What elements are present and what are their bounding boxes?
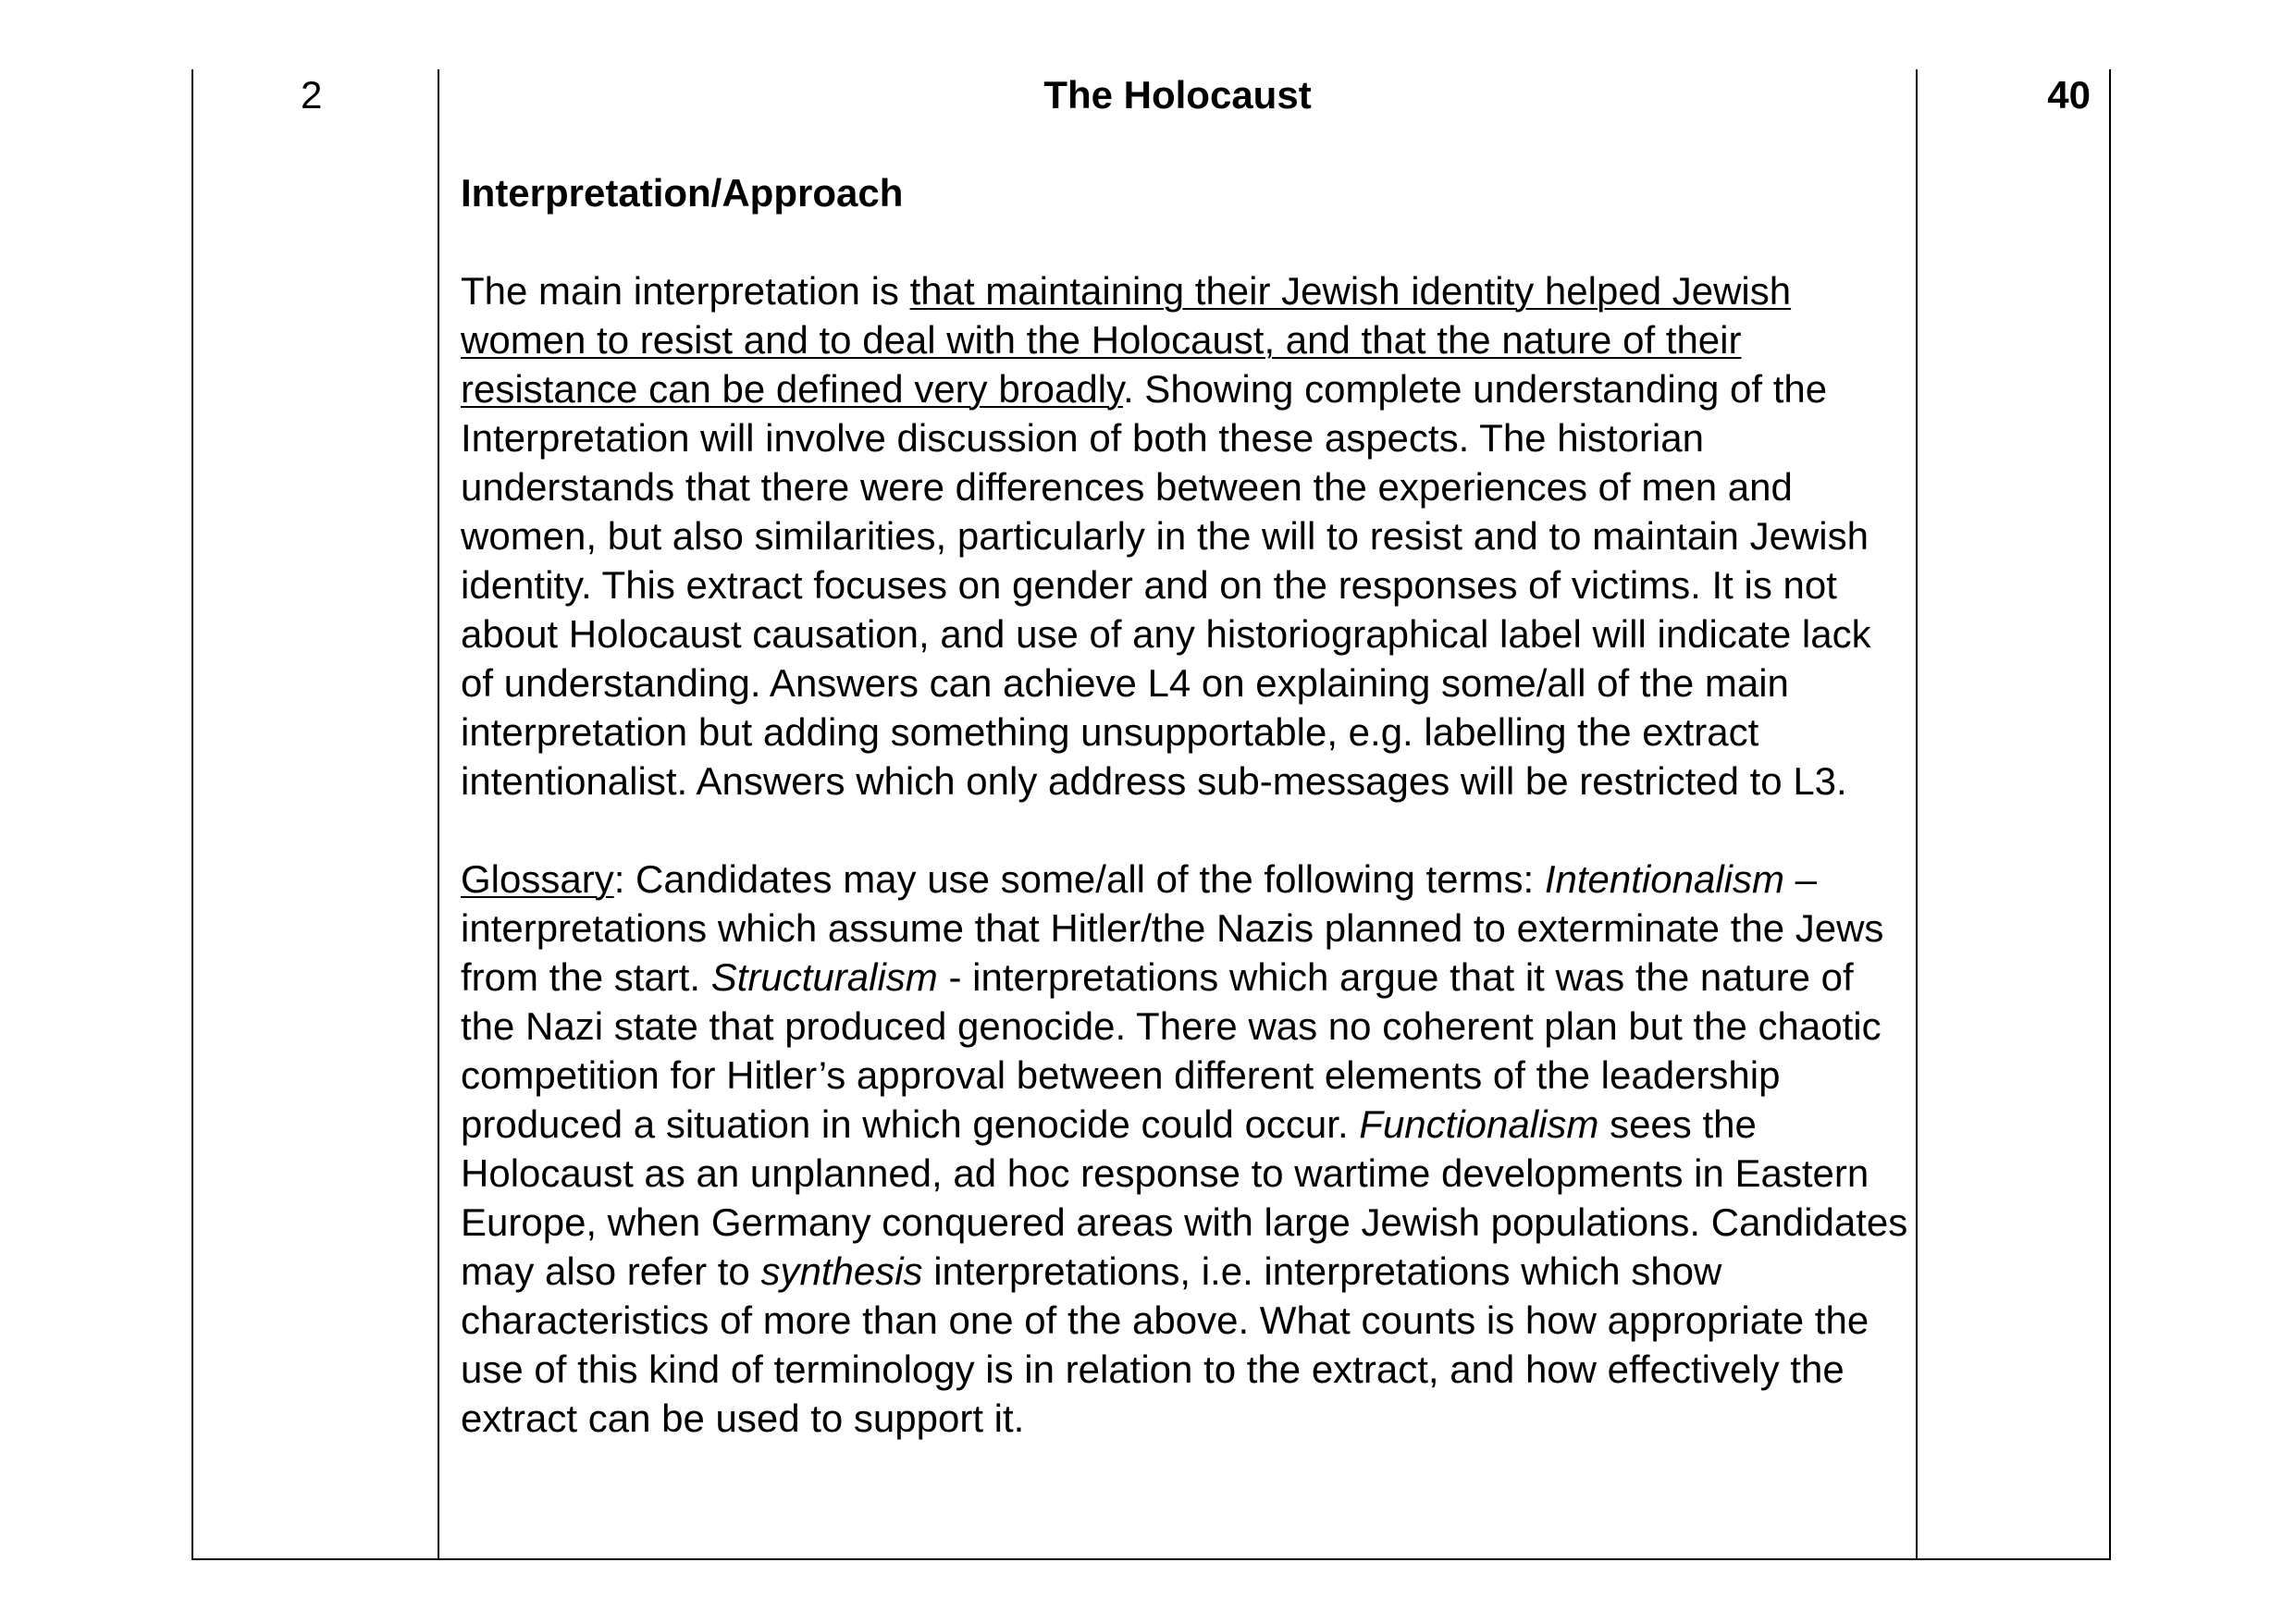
glossary-text-4: interpretations, i.e. interpretations which show characteristics of more than one of the above. What counts is how appropriate the use of this kind of terminology is in relation to the extract, and how effectively the extract can be used to support it. xyxy=(461,1249,1869,1440)
glossary-intro: : Candidates may use some/all of the following terms: xyxy=(613,857,1545,901)
glossary-text-1: – interpretations which assume that Hitler/the Nazis planned to exterminate the Jews from the start. xyxy=(461,857,1884,999)
glossary-term-intentionalism: Intentionalism xyxy=(1544,857,1784,901)
section-heading: Interpretation/Approach xyxy=(461,171,904,215)
table-right-border xyxy=(2109,69,2111,1560)
interpretation-intro: The main interpretation is xyxy=(461,269,910,313)
glossary-text-3: sees the Holocaust as an unplanned, ad hoc response to wartime developments in Eastern Europe, when Germany conquered areas with large Jewish populations. Candidates may also refer to xyxy=(461,1102,1908,1293)
interpretation-paragraph xyxy=(461,266,1913,806)
glossary-paragraph xyxy=(461,855,1913,1443)
glossary-label: Glossary xyxy=(461,857,614,901)
interpretation-underlined: that maintaining their Jewish identity helped Jewish women to resist and to deal with the Holocaust, and that the nature of their resistance can be defined very broadly xyxy=(461,269,1792,411)
question-number: 2 xyxy=(301,73,323,117)
column-divider-question xyxy=(438,69,439,1560)
glossary-text-2: - interpretations which argue that it was the nature of the Nazi state that produced genocide. There was no coherent plan but the chaotic competition for Hitler’s approval between different elements of the leadership produced a situation in which genocide could occur. xyxy=(461,955,1882,1146)
mark-scheme-content xyxy=(461,70,1913,1443)
column-divider-marks xyxy=(1916,69,1918,1560)
table-bottom-border xyxy=(191,1558,2111,1560)
question-title: The Holocaust xyxy=(1043,73,1312,117)
glossary-term-functionalism: Functionalism xyxy=(1359,1102,1599,1146)
glossary-term-synthesis: synthesis xyxy=(760,1249,923,1293)
table-left-border xyxy=(191,69,193,1560)
interpretation-rest: . Showing complete understanding of the Interpretation will involve discussion of both these aspects. The historian understands that there were differences between the experiences of men and women, but also similarities, particularly in the will to resist and to maintain Jewish identity. This extract focuses on gender and on the responses of victims. It is not about Holocaust causation, and use of any historiographical label will indicate lack of understanding. Answers can achieve L4 on explaining some/all of the main interpretation but adding something unsupportable, e.g. labelling the extract intentionalist. Answers which only address sub-messages will be restricted to L3. xyxy=(461,367,1871,803)
question-marks: 40 xyxy=(2047,73,2091,117)
glossary-term-structuralism: Structuralism xyxy=(710,955,938,999)
